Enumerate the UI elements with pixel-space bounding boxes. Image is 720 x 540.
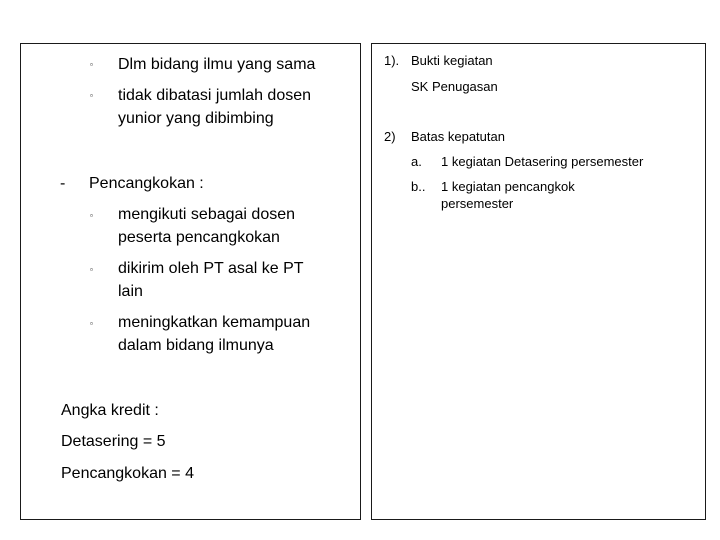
list-item: peserta pencangkokan bbox=[118, 229, 280, 246]
section-title: Pencangkokan : bbox=[89, 175, 204, 192]
sub-text: 1 kegiatan Detasering persemester bbox=[441, 154, 644, 169]
bullet-icon: ▫ bbox=[90, 60, 93, 69]
item-text: Batas kepatutan bbox=[411, 129, 505, 144]
sub-text: persemester bbox=[441, 196, 514, 211]
list-item: dalam bidang ilmunya bbox=[118, 337, 274, 354]
list-item: Dlm bidang ilmu yang sama bbox=[118, 56, 316, 73]
item-number: 1). bbox=[384, 53, 400, 68]
list-item: meningkatkan kemampuan bbox=[118, 314, 311, 331]
item-text: Bukti kegiatan bbox=[411, 53, 493, 68]
bullet-icon: ▫ bbox=[90, 91, 93, 100]
credit-detasering: Detasering = 5 bbox=[61, 433, 166, 450]
bullet-icon: ▫ bbox=[90, 265, 93, 274]
list-item: lain bbox=[118, 283, 143, 300]
list-item: tidak dibatasi jumlah dosen bbox=[118, 87, 312, 104]
list-item: mengikuti sebagai dosen bbox=[118, 206, 296, 223]
item-number: 2) bbox=[384, 129, 396, 144]
credit-heading: Angka kredit : bbox=[61, 402, 159, 419]
list-item: dikirim oleh PT asal ke PT bbox=[118, 260, 304, 277]
sub-label: b.. bbox=[411, 179, 426, 194]
credit-pencangkokan: Pencangkokan = 4 bbox=[61, 465, 194, 482]
sub-text: 1 kegiatan pencangkok bbox=[441, 179, 575, 194]
sub-label: a. bbox=[411, 154, 422, 169]
item-subtext: SK Penugasan bbox=[411, 79, 498, 94]
bullet-icon: ▫ bbox=[90, 319, 93, 328]
right-panel bbox=[371, 43, 706, 520]
bullet-icon: ▫ bbox=[90, 211, 93, 220]
section-dash: - bbox=[60, 175, 66, 192]
list-item: yunior yang dibimbing bbox=[118, 110, 274, 127]
